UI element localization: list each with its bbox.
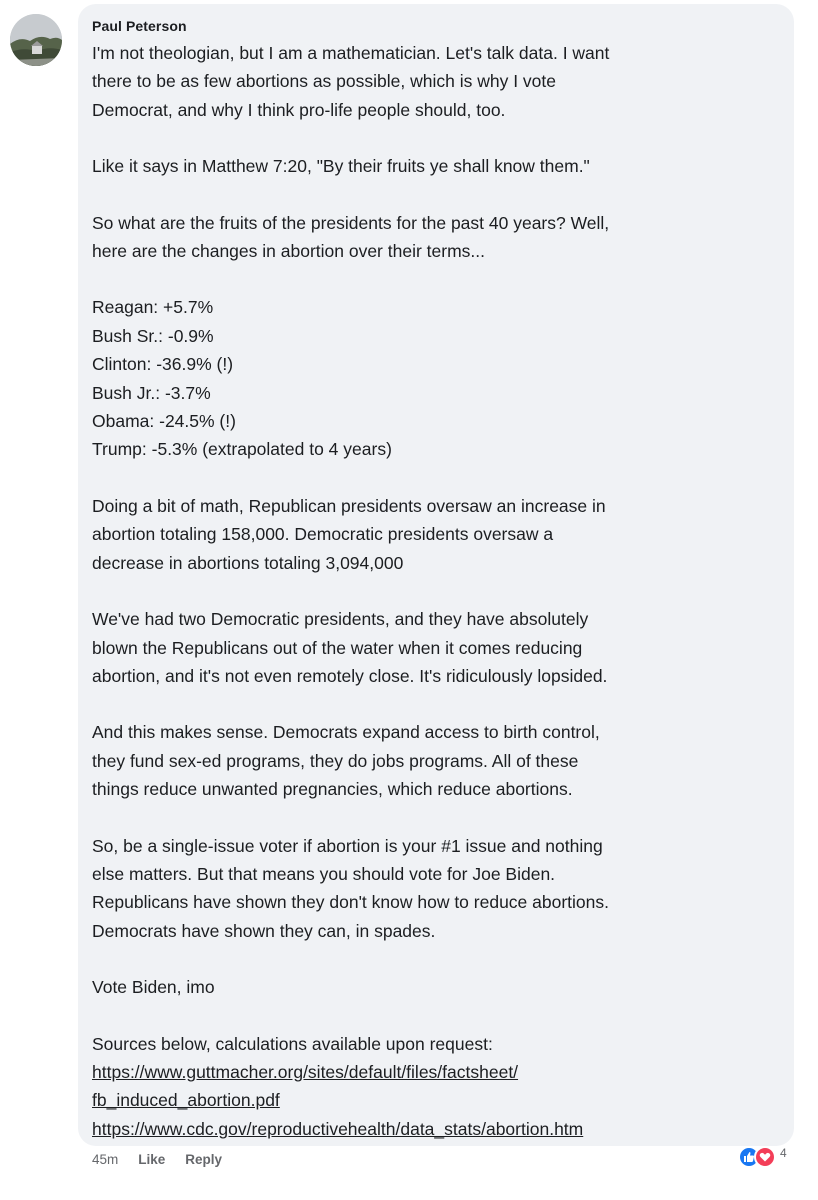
comment-line: abortion, and it's not even remotely close. It's ridiculously lopsided. [92, 665, 608, 686]
comment-paragraph [92, 973, 794, 1001]
sources-block [92, 1030, 794, 1144]
stat-line-clinton: Clinton: -36.9% (!) [92, 354, 234, 375]
reply-button[interactable]: Reply [185, 1152, 223, 1167]
comment-line: Doing a bit of math, Republican presidents oversaw an increase in [92, 495, 606, 516]
comment-line: here are the changes in abortion over their terms... [92, 241, 485, 262]
stat-line-obama: Obama: -24.5% (!) [92, 411, 236, 432]
heart-icon [754, 1146, 776, 1168]
comment-line: Republicans have shown they don't know how to reduce abortions. [92, 892, 609, 913]
sources-intro: Sources below, calculations available upon request: [92, 1033, 493, 1054]
stat-line-trump: Trump: -5.3% (extrapolated to 4 years) [92, 439, 392, 460]
source-link-cdc[interactable]: https://www.cdc.gov/reproductivehealth/data_stats/abortion.htm [92, 1118, 584, 1139]
comment-line: I'm not theologian, but I am a mathematician. Let's talk data. I want [92, 43, 610, 63]
comment-paragraph [92, 492, 794, 577]
avatar-photo [10, 14, 62, 66]
stat-line-reagan: Reagan: +5.7% [92, 297, 214, 318]
comment-paragraph [92, 605, 794, 690]
comment-line: Like it says in Matthew 7:20, "By their fruits ye shall know them." [92, 156, 590, 177]
like-button[interactable]: Like [138, 1152, 166, 1167]
comment-line: Democrat, and why I think pro-life people should, too. [92, 99, 506, 120]
comment-actions [92, 1152, 222, 1167]
comment-line: things reduce unwanted pregnancies, which reduce abortions. [92, 779, 573, 800]
comment-author[interactable]: Paul Peterson [92, 18, 187, 34]
stat-line-bush-sr: Bush Sr.: -0.9% [92, 325, 214, 346]
avatar[interactable] [10, 14, 62, 66]
reaction-summary[interactable] [738, 1146, 787, 1168]
comment-timestamp[interactable]: 45m [92, 1152, 119, 1167]
comment-line: So what are the fruits of the presidents for the past 40 years? Well, [92, 212, 610, 233]
source-link-guttmacher[interactable]: https://www.guttmacher.org/sites/default/files/factsheet/ [92, 1061, 519, 1082]
comment-line: We've had two Democratic presidents, and they have absolutely [92, 609, 589, 630]
comment-bubble [78, 4, 794, 1146]
comment-line: blown the Republicans out of the water when it comes reducing [92, 637, 583, 658]
comment-paragraph [92, 718, 794, 803]
comment-body [92, 39, 794, 1143]
comment-line: And this makes sense. Democrats expand access to birth control, [92, 722, 600, 743]
reaction-count: 4 [780, 1146, 787, 1160]
comment-line: abortion totaling 158,000. Democratic presidents oversaw a [92, 524, 554, 545]
comment-line: there to be as few abortions as possible, which is why I vote [92, 71, 556, 92]
stat-line-bush-jr: Bush Jr.: -3.7% [92, 382, 211, 403]
comment-line: they fund sex-ed programs, they do jobs programs. All of these [92, 750, 579, 771]
source-link-guttmacher-cont[interactable]: fb_induced_abortion.pdf [92, 1090, 280, 1111]
comment-line: So, be a single-issue voter if abortion is your #1 issue and nothing [92, 835, 603, 856]
president-stats-list [92, 293, 794, 463]
comment-paragraph [92, 209, 794, 266]
comment-paragraph [92, 39, 794, 124]
comment-paragraph [92, 832, 794, 946]
comment-line: Democrats have shown they can, in spades. [92, 920, 436, 941]
comment-line: decrease in abortions totaling 3,094,000 [92, 552, 404, 573]
comment-line: else matters. But that means you should vote for Joe Biden. [92, 863, 556, 884]
comment-paragraph [92, 152, 794, 180]
comment-line: Vote Biden, imo [92, 977, 215, 998]
